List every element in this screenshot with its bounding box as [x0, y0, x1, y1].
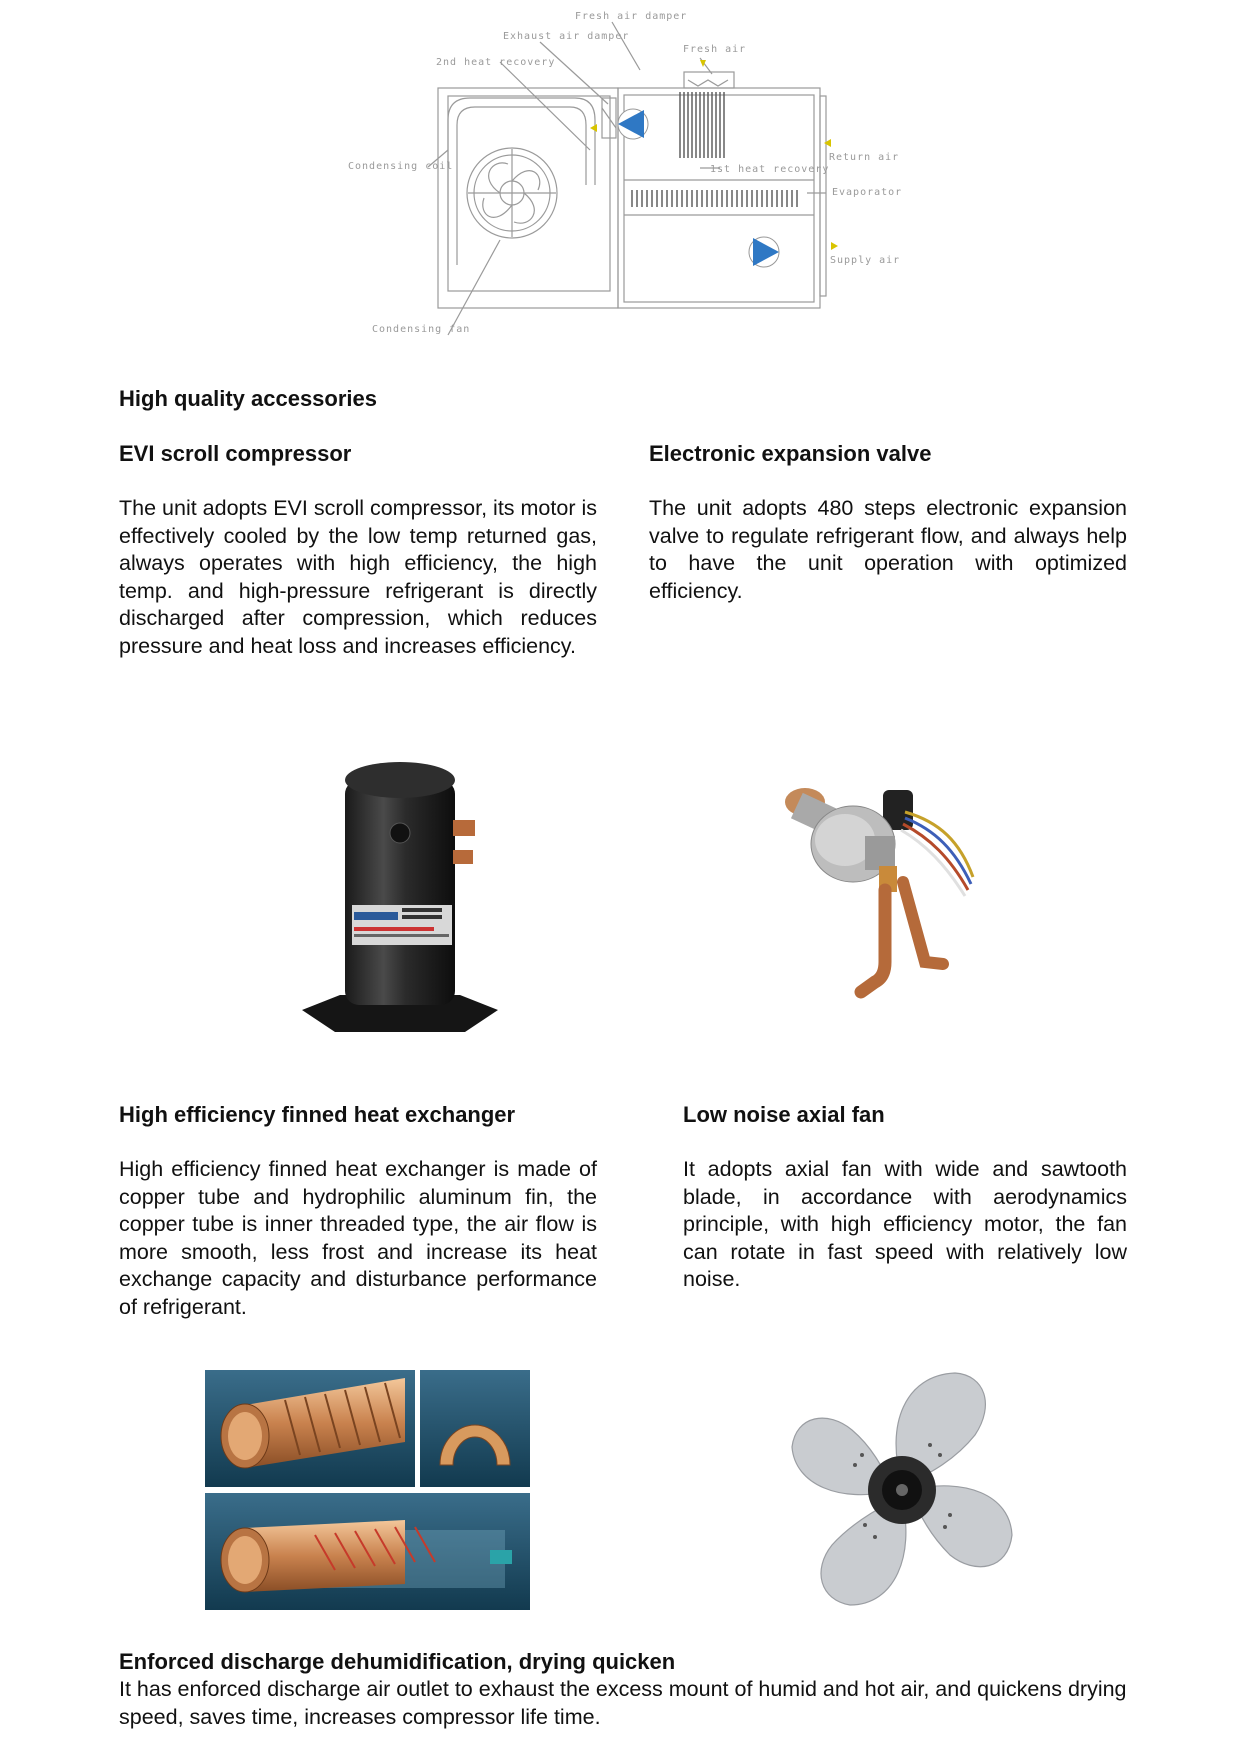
- expansion-valve-photo: [775, 772, 980, 1012]
- label-first-heat-recovery: 1st heat recovery: [710, 164, 830, 175]
- label-fresh-air-damper: Fresh air damper: [575, 11, 688, 22]
- label-evaporator: Evaporator: [832, 187, 903, 198]
- label-supply-air: Supply air: [830, 255, 901, 266]
- dehumidification-title: Enforced discharge dehumidification, drying quicken: [119, 1649, 676, 1674]
- valve-title: Electronic expansion valve: [649, 441, 932, 466]
- unit-diagram: [0, 0, 1240, 345]
- label-fresh-air: Fresh air: [683, 44, 747, 55]
- label-condensing-fan: Condensing fan: [372, 324, 471, 335]
- dehumidification-text: It has enforced discharge air outlet to exhaust the excess mount of humid and hot air, and quickens drying speed, saves time, increases compressor life time.: [119, 1677, 1127, 1729]
- compressor-title: EVI scroll compressor: [119, 441, 352, 466]
- section-title: High quality accessories: [119, 386, 377, 411]
- exchanger-title: High efficiency finned heat exchanger: [119, 1102, 516, 1127]
- label-return-air: Return air: [829, 152, 900, 163]
- label-exhaust-air-damper: Exhaust air damper: [503, 31, 630, 42]
- exchanger-text: High efficiency finned heat exchanger is made of copper tube and hydrophilic aluminum fin, the copper tube is inner threaded type, the air flow is more smooth, less frost and increase its heat exchange capacity and disturbance performance of refrigerant.: [119, 1157, 597, 1319]
- scroll-compressor-photo: [290, 740, 510, 1050]
- label-condensing-coil: Condensing coil: [348, 161, 454, 172]
- valve-text: The unit adopts 480 steps electronic expansion valve to regulate refrigerant flow, and always help to have the unit operation with optimized efficiency.: [649, 496, 1127, 603]
- axial-fan-photo: [780, 1365, 1025, 1615]
- fan-title: Low noise axial fan: [683, 1102, 885, 1127]
- label-second-heat-recovery: 2nd heat recovery: [436, 57, 556, 68]
- threaded-copper-tube-photo: [205, 1370, 530, 1610]
- fan-text: It adopts axial fan with wide and sawtooth blade, in accordance with aerodynamics principle, with high efficiency motor, the fan can rotate in fast speed with relatively low noise.: [683, 1157, 1127, 1291]
- compressor-text: The unit adopts EVI scroll compressor, its motor is effectively cooled by the low temp returned gas, always operates with high efficiency, the high temp. and high-pressure refrigerant is directly discharged after compression, which reduces pressure and heat loss and increases efficiency.: [119, 496, 597, 658]
